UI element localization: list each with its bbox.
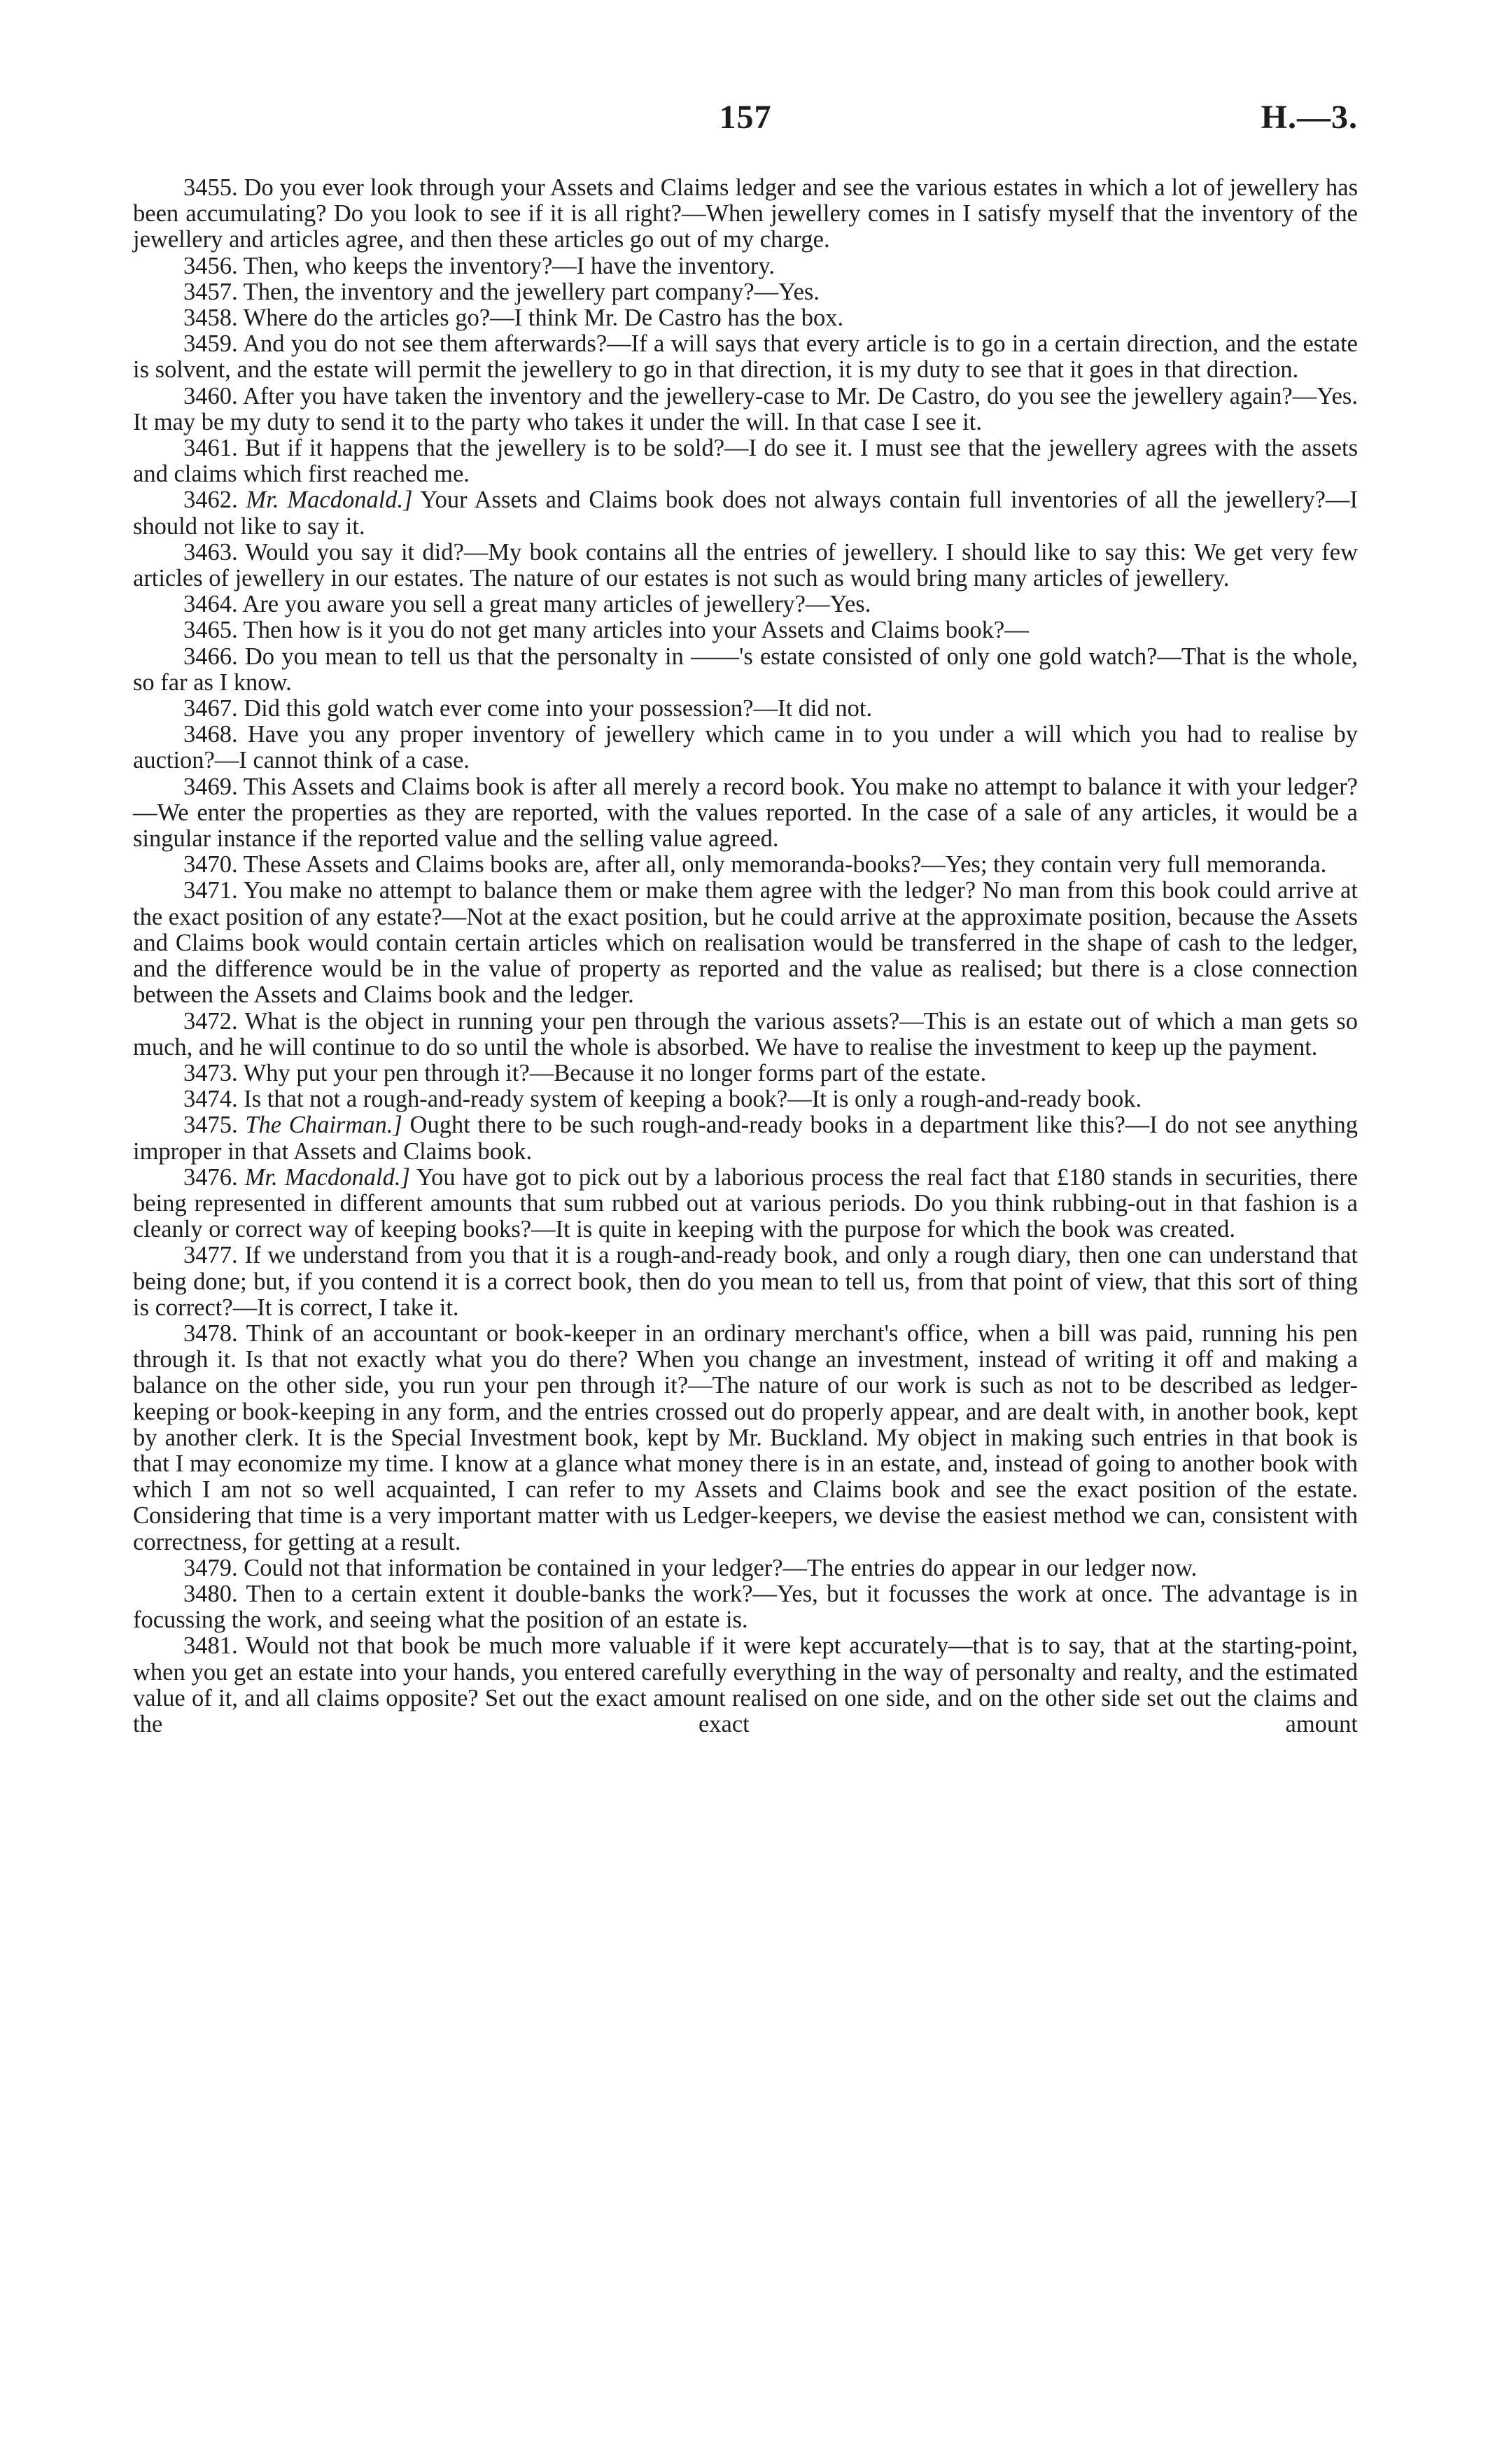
question-number: 3474. <box>183 1086 238 1113</box>
question-number: 3461. <box>183 435 238 462</box>
evidence-paragraph <box>133 435 1358 487</box>
question-number: 3462. <box>183 486 238 514</box>
question-number: 3469. <box>183 773 238 800</box>
evidence-paragraph <box>133 1009 1358 1060</box>
question-answer-text: Then, who keeps the inventory?—I have the inventory. <box>243 252 775 279</box>
question-answer-text: Would not that book be much more valuable if it were kept accurately—that is to say, that at the starting-point, when you get an estate into your hands, you entered carefully everything in the way of personalty and realty, and the estimated value of it, and all claims opposite? Set out the exact amount realised on one side, and on the other side set out the claims and the exact amount <box>133 1632 1358 1737</box>
question-answer-text: But if it happens that the jewellery is to be sold?—I do see it. I must see that the jewellery agrees with the assets and claims which first reached me. <box>133 435 1358 488</box>
evidence-paragraph <box>133 1086 1358 1112</box>
question-answer-text: Could not that information be contained in your ledger?—The entries do appear in our ledger now. <box>244 1554 1198 1581</box>
evidence-paragraph <box>133 384 1358 435</box>
question-number: 3455. <box>183 174 238 201</box>
evidence-paragraph <box>133 1321 1358 1555</box>
question-answer-text: Would you say it did?—My book contains all the entries of jewellery. I should like to say this: We get very few articles of jewellery in our estates. The nature of our estates is not such as would bring many articles of jewellery. <box>133 538 1358 592</box>
evidence-paragraph <box>133 487 1358 539</box>
question-answer-text: And you do not see them afterwards?—If a will says that every article is to go in a certain direction, and the estate is solvent, and the estate will permit the jewellery to go in that direction, it is my duty to see that it goes in that direction. <box>133 330 1358 384</box>
evidence-paragraph <box>133 852 1358 878</box>
evidence-paragraph <box>133 1633 1358 1737</box>
question-number: 3478. <box>183 1320 238 1347</box>
question-answer-text: If we understand from you that it is a rough-and-ready book, and only a rough diary, then one can understand that being done; but, if you contend it is a correct book, then do you mean to tell us, from that point of view, that this sort of thing is correct?—It is correct, I take it. <box>133 1242 1359 1321</box>
evidence-paragraph <box>133 617 1358 643</box>
evidence-paragraph <box>133 722 1358 774</box>
question-answer-text: Do you mean to tell us that the personalty in ——'s estate consisted of only one gold watch?—That is the whole, so far as I know. <box>133 643 1359 696</box>
speaker-label: The Chairman.] <box>245 1112 402 1139</box>
question-answer-text: Ought there to be such rough-and-ready books in a department like this?—I do not see anything improper in that Assets and Claims book. <box>133 1112 1358 1165</box>
evidence-paragraph <box>133 1581 1358 1633</box>
evidence-paragraph <box>133 1060 1358 1086</box>
evidence-paragraph <box>133 279 1358 305</box>
question-answer-text: This Assets and Claims book is after all merely a record book. You make no attempt to balance it with your ledger?—We enter the properties as they are reported, with the values reported. In the case of a sale of any articles, it would be a singular instance if the reported value and the selling value agreed. <box>133 773 1358 853</box>
speaker-label: Mr. Macdonald.] <box>246 486 413 514</box>
question-answer-text: You have got to pick out by a laborious process the real fact that £180 stands in securities, there being represented in different amounts that sum rubbed out at various periods. Do you think rubbing-out in that fashion is a cleanly or correct way of keeping books?—It is quite in keeping with the purpose for which the book was created. <box>133 1163 1359 1243</box>
question-answer-text: Why put your pen through it?—Because it no longer forms part of the estate. <box>243 1059 987 1086</box>
question-answer-text: Do you ever look through your Assets and Claims ledger and see the various estates in which a lot of jewellery has been accumulating? Do you look to see if it is all right?—When jewellery comes in I satisfy myself that the inventory of the jewellery and articles agree, and then these articles go out of my charge. <box>133 174 1359 253</box>
question-number: 3466. <box>183 643 238 670</box>
page-header <box>133 98 1358 140</box>
question-answer-text: Have you any proper inventory of jewellery which came in to you under a will which you had to realise by auction?—I cannot think of a case. <box>133 721 1359 774</box>
evidence-paragraph <box>133 253 1358 279</box>
question-answer-text: What is the object in running your pen through the various assets?—This is an estate out of which a man gets so much, and he will continue to do so until the whole is absorbed. We have to realise the investment to keep up the payment. <box>133 1007 1358 1060</box>
question-answer-text: Then to a certain extent it double-banks the work?—Yes, but it focusses the work at once. The advantage is in focussing the work, and seeing what the position of an estate is. <box>133 1580 1358 1634</box>
question-number: 3470. <box>183 851 238 878</box>
question-number: 3471. <box>183 877 238 904</box>
question-number: 3459. <box>183 330 238 358</box>
document-reference: H.—3. <box>1261 99 1358 136</box>
question-number: 3472. <box>183 1007 238 1035</box>
evidence-paragraph <box>133 1112 1358 1164</box>
question-number: 3477. <box>183 1242 238 1269</box>
page-number: 157 <box>719 99 772 136</box>
evidence-paragraph <box>133 331 1358 383</box>
question-number: 3458. <box>183 304 238 332</box>
question-number: 3464. <box>183 591 238 618</box>
evidence-paragraph <box>133 644 1358 696</box>
evidence-paragraph <box>133 774 1358 853</box>
question-answer-text: Is that not a rough-and-ready system of keeping a book?—It is only a rough-and-ready book. <box>244 1086 1142 1113</box>
question-number: 3468. <box>183 721 238 748</box>
question-number: 3463. <box>183 538 238 566</box>
question-answer-text: These Assets and Claims books are, after all, only memoranda-books?—Yes; they contain very full memoranda. <box>243 851 1327 878</box>
question-answer-text: You make no attempt to balance them or make them agree with the ledger? No man from this book could arrive at the exact position of any estate?—Not at the exact position, but he could arrive at the approximate position, because the Assets and Claims book would contain certain articles which on realisation would be transferred in the shape of cash to the ledger, and the difference would be in the value of property as reported and the value as realised; but there is a close connection between the Assets and Claims book and the ledger. <box>133 877 1358 1009</box>
question-number: 3465. <box>183 617 238 644</box>
question-number: 3480. <box>183 1580 238 1607</box>
question-answer-text: Your Assets and Claims book does not always contain full inventories of all the jewellery?—I should not like to say it. <box>133 486 1358 540</box>
evidence-paragraph <box>133 175 1358 253</box>
question-number: 3479. <box>183 1554 238 1581</box>
question-number: 3457. <box>183 278 238 305</box>
evidence-paragraph <box>133 592 1358 617</box>
question-number: 3460. <box>183 382 238 410</box>
question-number: 3456. <box>183 252 238 279</box>
question-answer-text: Then how is it you do not get many articles into your Assets and Claims book?— <box>243 617 1029 644</box>
question-answer-text: Did this gold watch ever come into your possession?—It did not. <box>244 695 873 722</box>
evidence-paragraph <box>133 696 1358 722</box>
question-answer-text: After you have taken the inventory and the jewellery-case to Mr. De Castro, do you see the jewellery again?—Yes. It may be my duty to send it to the party who takes it under the will. In that case I see it. <box>133 382 1358 435</box>
question-answer-text: Are you aware you sell a great many articles of jewellery?—Yes. <box>242 591 871 618</box>
question-number: 3473. <box>183 1059 238 1086</box>
question-answer-text: Then, the inventory and the jewellery part company?—Yes. <box>243 278 820 305</box>
question-number: 3475. <box>183 1112 238 1139</box>
evidence-paragraph <box>133 305 1358 331</box>
evidence-paragraph <box>133 878 1358 1008</box>
question-number: 3481. <box>183 1632 238 1660</box>
question-answer-text: Think of an accountant or book-keeper in an ordinary merchant's office, when a bill was paid, running his pen through it. Is that not exactly what you do there? When you change an investment, instead of writing it off and making a balance on the other side, you run your pen through it?—The nature of our work is such as not to be described as ledger-keeping or book-keeping in any form, and the entries crossed out do properly appear, and are dealt with, in another book, kept by another clerk. It is the Special Investment book, kept by Mr. Buckland. My object in making such entries in that book is that I may economize my time. I know at a glance what money there is in an estate, and, instead of going to another book with which I am not so well acquainted, I can refer to my Assets and Claims book and see the exact position of the estate. Considering that time is a very important matter with us Ledger-keepers, we devise the easiest method we can, consistent with correctness, for getting at a result. <box>133 1320 1358 1555</box>
evidence-paragraph <box>133 1555 1358 1581</box>
question-number: 3476. <box>183 1163 238 1191</box>
evidence-paragraph <box>133 1242 1358 1321</box>
speaker-label: Mr. Macdonald.] <box>244 1163 410 1191</box>
question-number: 3467. <box>183 695 238 722</box>
evidence-paragraph <box>133 1165 1358 1243</box>
question-answer-text: Where do the articles go?—I think Mr. De Castro has the box. <box>243 304 844 332</box>
evidence-transcript <box>133 175 1358 1737</box>
evidence-paragraph <box>133 540 1358 592</box>
